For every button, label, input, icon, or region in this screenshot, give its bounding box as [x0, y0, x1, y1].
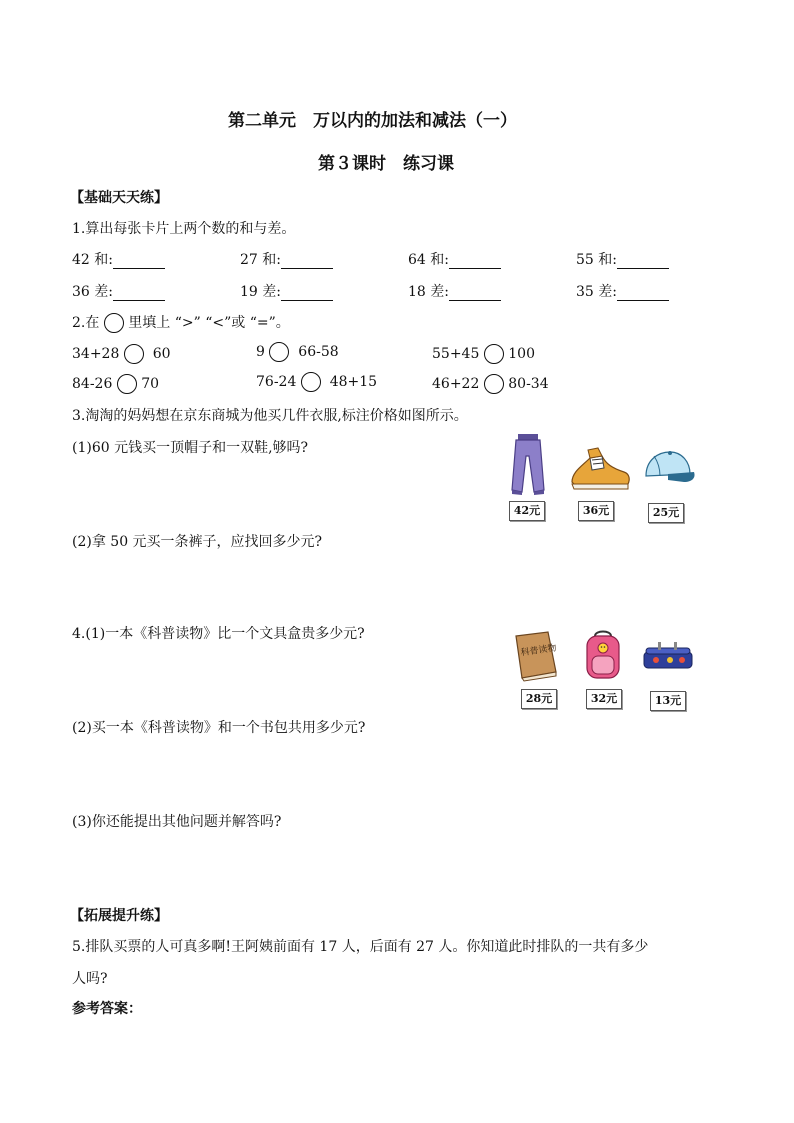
q1-item: 55 和: — [576, 249, 669, 269]
compare-circle[interactable] — [269, 342, 289, 362]
compare-circle[interactable] — [124, 344, 144, 364]
cap-icon — [640, 448, 696, 488]
answer-blank[interactable] — [449, 286, 501, 301]
q1-item: 42 和: — [72, 249, 165, 269]
unit-title: 第二单元 万以内的加法和减法（一） — [228, 111, 517, 131]
compare-circle[interactable] — [117, 374, 137, 394]
q4-sub1: 4.(1)一本《科普读物》比一个文具盒贵多少元? — [72, 626, 365, 642]
section-basic-heading: 【基础天天练】 — [70, 190, 168, 206]
q1-item: 64 和: — [408, 249, 501, 269]
q4-sub3: (3)你还能提出其他问题并解答吗? — [72, 814, 282, 830]
compare-circle[interactable] — [484, 374, 504, 394]
answer-blank[interactable] — [281, 286, 333, 301]
compare-circle[interactable] — [301, 372, 321, 392]
price-tag: 32元 — [586, 689, 622, 709]
answer-blank[interactable] — [449, 254, 501, 269]
q1-item: 35 差: — [576, 281, 669, 301]
q4-sub2: (2)买一本《科普读物》和一个书包共用多少元? — [72, 720, 366, 736]
backpack-icon — [581, 630, 625, 682]
lesson-title: 第３课时 练习课 — [318, 154, 454, 174]
price-tag: 13元 — [650, 691, 686, 711]
q2-item: 34+28 60 — [72, 346, 171, 362]
q2-item: 9 66-58 — [256, 344, 339, 360]
price-tag: 25元 — [648, 503, 684, 523]
q3-prompt: 3.淘淘的妈妈想在京东商城为他买几件衣服,标注价格如图所示。 — [72, 408, 468, 424]
q2-prompt: 2.在 里填上 “>” “<”或 “=”。 — [72, 315, 290, 331]
q3-sub2: (2)拿 50 元买一条裤子，应找回多少元? — [72, 534, 323, 550]
answer-blank[interactable] — [113, 254, 165, 269]
q2-item: 76-24 48+15 — [256, 374, 378, 390]
q2-item: 84-26 70 — [72, 376, 160, 392]
q2-item: 55+45 100 — [432, 346, 535, 362]
shoes-icon — [568, 444, 632, 492]
price-tag: 28元 — [521, 689, 557, 709]
q3-sub1: (1)60 元钱买一顶帽子和一双鞋,够吗? — [72, 440, 309, 456]
price-tag: 36元 — [578, 501, 614, 521]
answer-blank[interactable] — [281, 254, 333, 269]
q1-item: 36 差: — [72, 281, 165, 301]
answer-blank[interactable] — [617, 286, 669, 301]
section-extend-heading: 【拓展提升练】 — [70, 908, 168, 924]
compare-circle[interactable] — [484, 344, 504, 364]
q1-item: 27 和: — [240, 249, 333, 269]
pants-icon — [508, 434, 548, 496]
answers-heading: 参考答案： — [72, 1001, 142, 1017]
answer-blank[interactable] — [617, 254, 669, 269]
q1-item: 19 差: — [240, 281, 333, 301]
q5-line1: 5.排队买票的人可真多啊!王阿姨前面有 17 人，后面有 27 人。你知道此时排队的一共有多少 — [72, 939, 649, 955]
circle-icon — [104, 313, 124, 333]
q2-item: 46+22 80-34 — [432, 376, 549, 392]
book-cover-text: 科普读物 — [520, 643, 558, 659]
q5-line2: 人吗? — [72, 971, 108, 987]
price-tag: 42元 — [509, 501, 545, 521]
pencil-case-icon — [640, 640, 696, 674]
q1-item: 18 差: — [408, 281, 501, 301]
book-icon — [512, 630, 560, 682]
answer-blank[interactable] — [113, 286, 165, 301]
q1-prompt: 1.算出每张卡片上两个数的和与差。 — [72, 221, 296, 237]
